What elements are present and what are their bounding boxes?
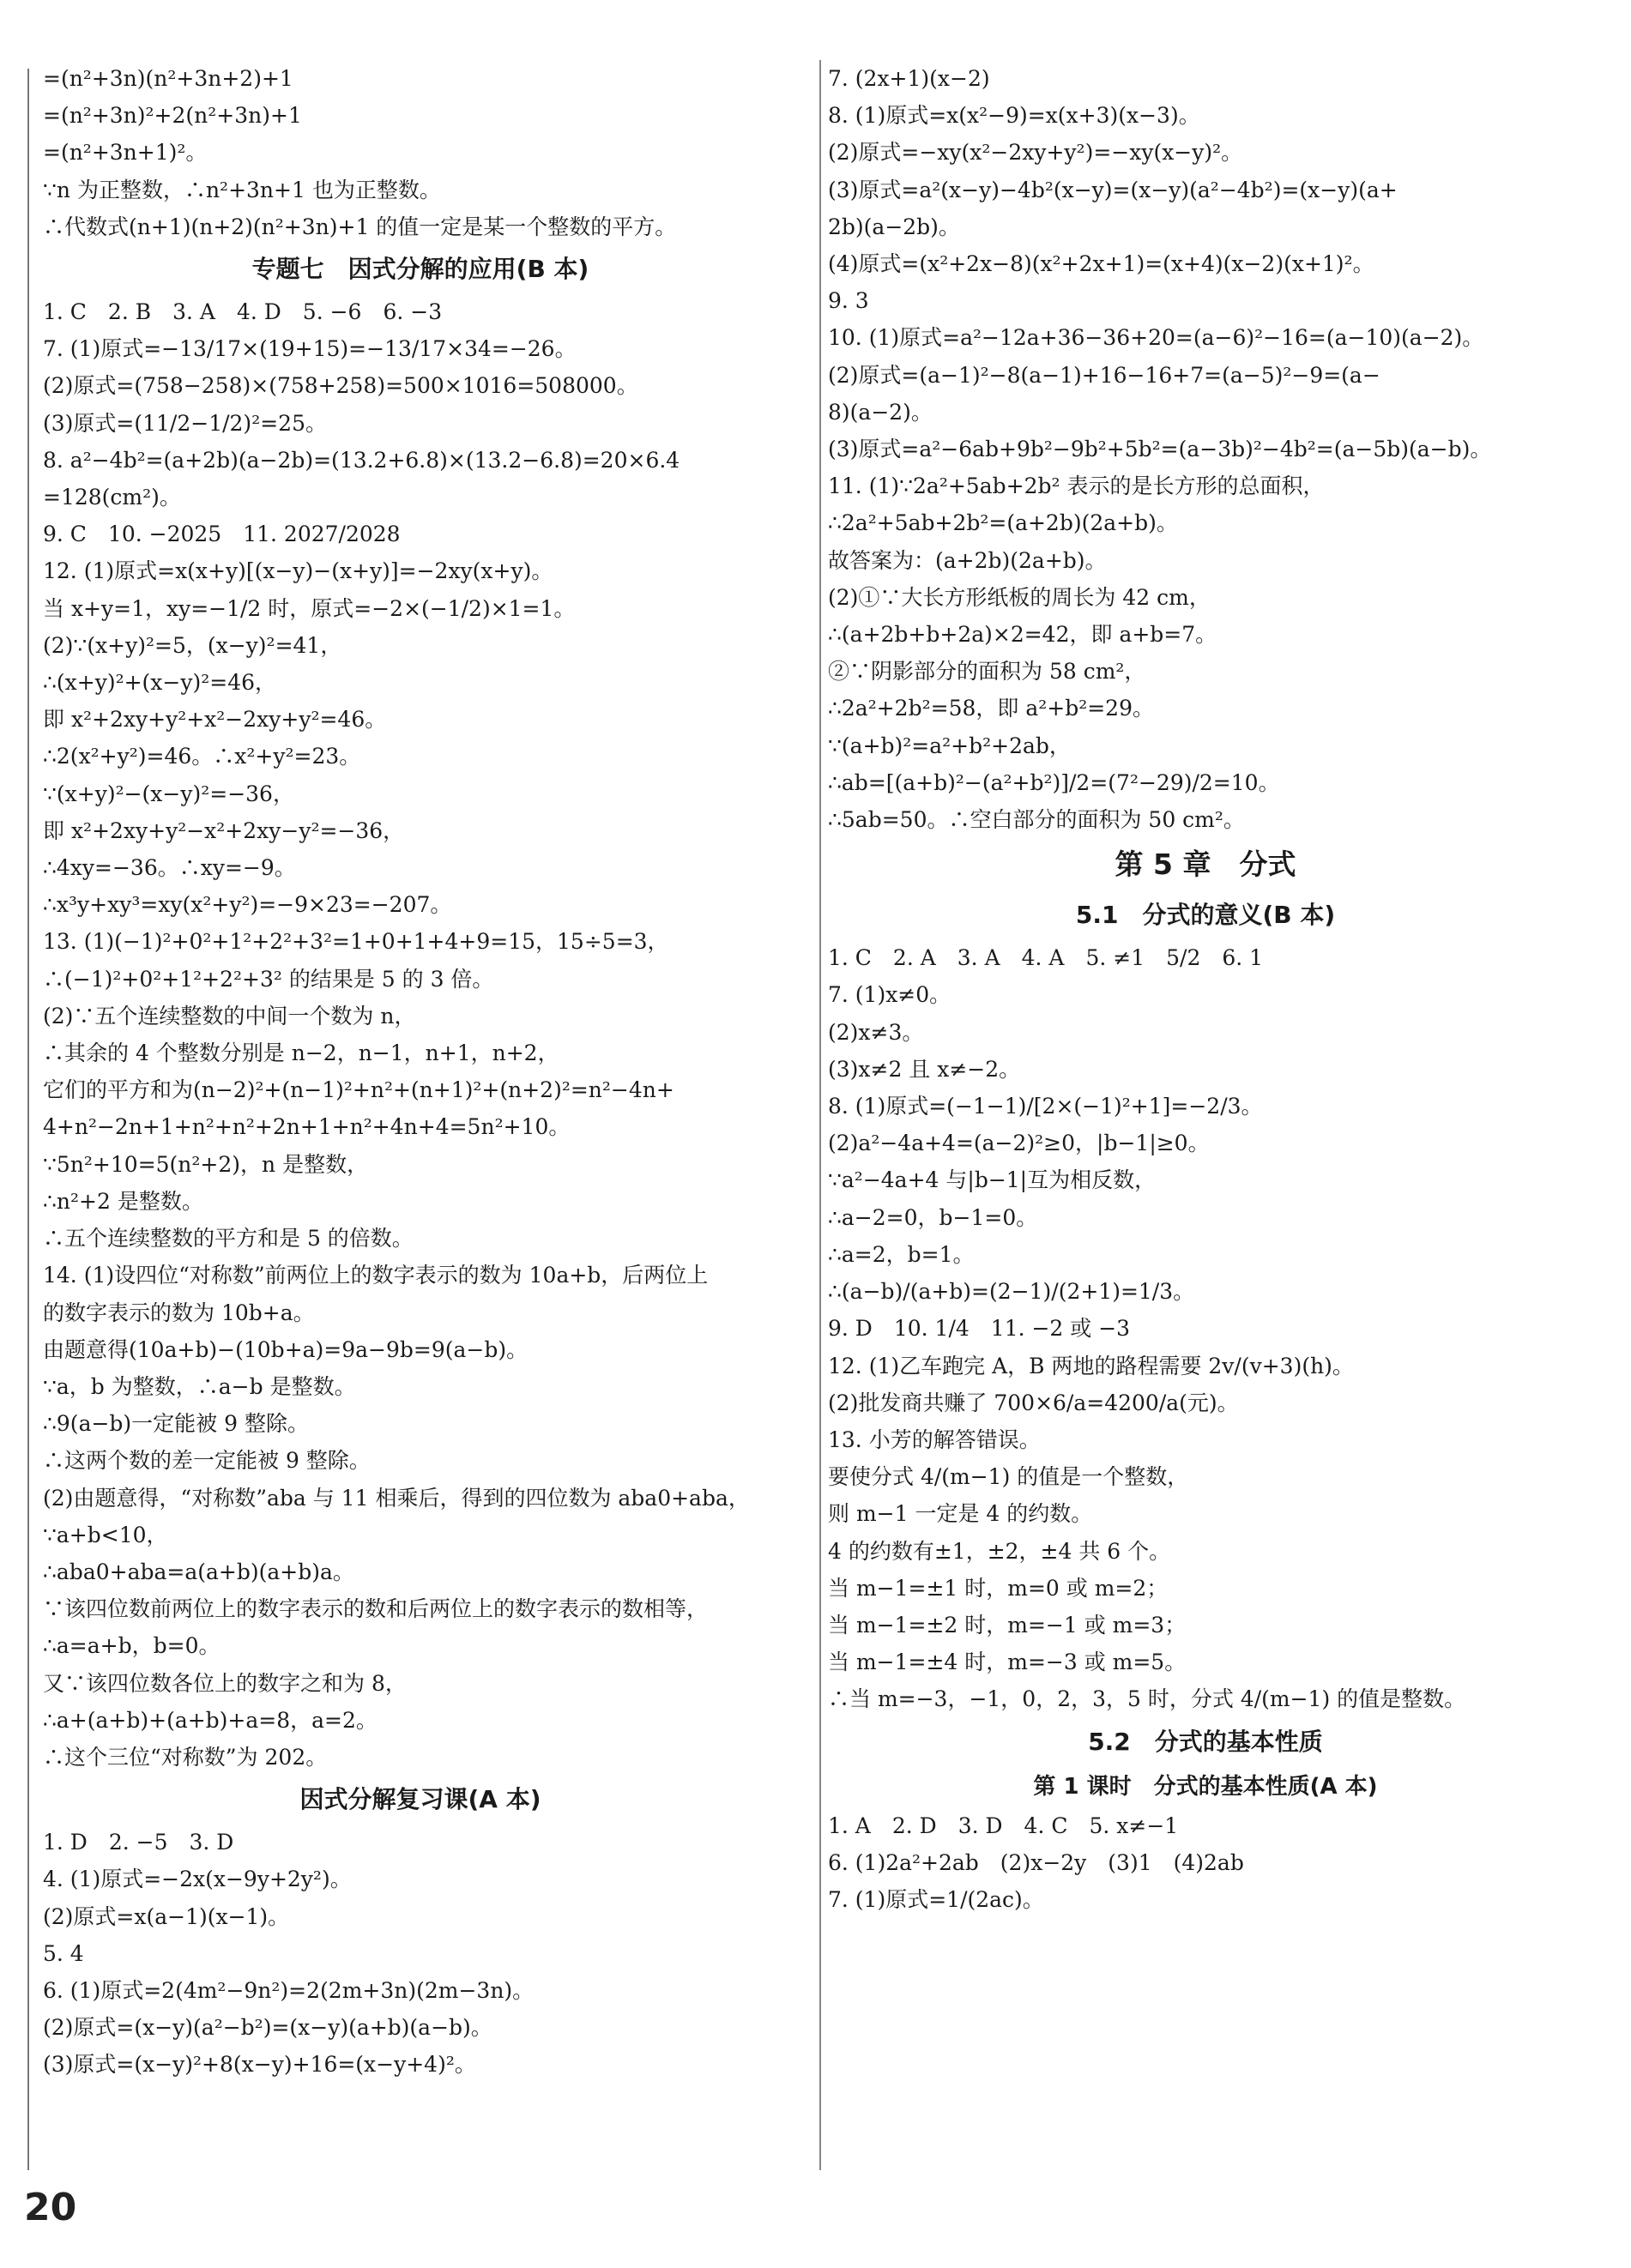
- answer-line: (2)x≠3。: [828, 1019, 924, 1045]
- answer-line: 即 x²+2xy+y²−x²+2xy−y²=−36，: [43, 817, 405, 843]
- answer-line: 14. (1)设四位“对称数”前两位上的数字表示的数为 10a+b，后两位上: [43, 1263, 709, 1288]
- answer-line: 当 m−1=±1 时，m=0 或 m=2；: [828, 1575, 1169, 1601]
- answer-line: (4)原式=(x²+2x−8)(x²+2x+1)=(x+4)(x−2)(x+1)²。: [828, 251, 1374, 277]
- answer-line: 又∵该四位数各位上的数字之和为 8，: [43, 1670, 407, 1696]
- answer-line: 5. 4: [43, 1940, 84, 1966]
- section-heading: 因式分解复习课(A 本): [299, 1785, 541, 1814]
- answer-line: 的数字表示的数为 10b+a。: [43, 1300, 315, 1325]
- answer-line: ∵n 为正整数，∴n²+3n+1 也为正整数。: [43, 177, 441, 202]
- answer-line: 即 x²+2xy+y²+x²−2xy+y²=46。: [43, 707, 387, 733]
- page-number: 20: [24, 2186, 77, 2229]
- answer-line: 12. (1)原式=x(x+y)[(x−y)−(x+y)]=−2xy(x+y)。: [43, 558, 553, 584]
- answer-line: (2)∵五个连续整数的中间一个数为 n，: [43, 1003, 416, 1028]
- answer-line: =(n²+3n)(n²+3n+2)+1: [43, 66, 293, 91]
- answer-line: 11. (1)∵2a²+5ab+2b² 表示的是长方形的总面积，: [828, 474, 1325, 499]
- section-heading: 5.1 分式的意义(B 本): [1075, 901, 1336, 930]
- subsection-heading: 第 1 课时 分式的基本性质(A 本): [1033, 1773, 1378, 1800]
- answer-line: 8. a²−4b²=(a+2b)(a−2b)=(13.2+6.8)×(13.2−6.8)=20×6.4: [43, 447, 680, 473]
- answer-line: 7. (1)原式=1/(2ac)。: [828, 1886, 1044, 1912]
- chapter-heading: 第 5 章 分式: [1115, 847, 1296, 882]
- answer-line: (3)原式=a²−6ab+9b²−9b²+5b²=(a−3b)²−4b²=(a−5b)(a−b)。: [828, 437, 1492, 462]
- answer-line: (2)原式=(758−258)×(758+258)=500×1016=508000。: [43, 373, 638, 399]
- answer-line: (2)a²−4a+4=(a−2)²≥0，|b−1|≥0。: [828, 1131, 1210, 1156]
- answer-line: 由题意得(10a+b)−(10b+a)=9a−9b=9(a−b)。: [43, 1336, 529, 1362]
- answer-line: ∴5ab=50。∴空白部分的面积为 50 cm²。: [828, 807, 1245, 833]
- answer-line: ∴a=a+b，b=0。: [43, 1633, 220, 1659]
- answer-line: (2)原式=(a−1)²−8(a−1)+16−16+7=(a−5)²−9=(a−: [828, 362, 1380, 388]
- answer-line: ∴(x+y)²+(x−y)²=46，: [43, 670, 277, 696]
- answer-line: 它们的平方和为(n−2)²+(n−1)²+n²+(n+1)²+(n+2)²=n²−4n+: [43, 1077, 674, 1103]
- answer-line: 12. (1)乙车跑完 A，B 两地的路程需要 2v/(v+3)(h)。: [828, 1353, 1354, 1378]
- answer-line: =(n²+3n+1)²。: [43, 140, 208, 166]
- answer-line: ∵(x+y)²−(x−y)²=−36，: [43, 781, 294, 806]
- answer-line: ∵(a+b)²=a²+b²+2ab，: [828, 733, 1071, 758]
- answer-line: ∴a−2=0，b−1=0。: [828, 1204, 1038, 1230]
- answer-line: 9. D 10. 1/4 11. −2 或 −3: [828, 1316, 1131, 1342]
- column-divider: [819, 60, 821, 2170]
- answer-line: 9. 3: [828, 288, 869, 314]
- answer-line: (3)原式=(11/2−1/2)²=25。: [43, 410, 327, 436]
- right-column: [828, 60, 1583, 1918]
- answer-line: 当 m−1=±4 时，m=−3 或 m=5。: [828, 1650, 1187, 1675]
- answer-line: ②∵阴影部分的面积为 58 cm²，: [828, 659, 1146, 685]
- answer-line: (2)原式=(x−y)(a²−b²)=(x−y)(a+b)(a−b)。: [43, 2015, 492, 2041]
- answer-line: 6. (1)2a²+2ab (2)x−2y (3)1 (4)2ab: [828, 1849, 1244, 1875]
- answer-line: 8. (1)原式=(−1−1)/[2×(−1)²+1]=−2/3。: [828, 1094, 1263, 1119]
- answer-line: ∴ab=[(a+b)²−(a²+b²)]/2=(7²−29)/2=10。: [828, 769, 1280, 795]
- answer-line: ∵5n²+10=5(n²+2)，n 是整数，: [43, 1151, 369, 1177]
- section-heading: 5.2 分式的基本性质: [1088, 1727, 1323, 1756]
- answer-line: (2)∵(x+y)²=5，(x−y)²=41，: [43, 632, 342, 658]
- answer-line: =128(cm²)。: [43, 485, 181, 510]
- answer-line: (3)原式=a²(x−y)−4b²(x−y)=(x−y)(a²−4b²)=(x−y)(a+: [828, 177, 1398, 202]
- answer-line: 13. 小芳的解答错误。: [828, 1427, 1041, 1452]
- answer-line: ∴(a+2b+b+2a)×2=42，即 a+b=7。: [828, 622, 1217, 648]
- answer-line: ∵a²−4a+4 与|b−1|互为相反数，: [828, 1167, 1157, 1193]
- answer-line: ∵该四位数前两位上的数字表示的数和后两位上的数字表示的数相等，: [43, 1596, 709, 1622]
- answer-line: 1. A 2. D 3. D 4. C 5. x≠−1: [828, 1813, 1179, 1838]
- answer-line: (2)批发商共赚了 700×6/a=4200/a(元)。: [828, 1390, 1239, 1415]
- answer-line: ∴2a²+5ab+2b²=(a+2b)(2a+b)。: [828, 510, 1178, 536]
- answer-line: 当 x+y=1，xy=−1/2 时，原式=−2×(−1/2)×1=1。: [43, 595, 576, 621]
- answer-line: ∴n²+2 是整数。: [43, 1188, 203, 1214]
- answer-line: ∴aba0+aba=a(a+b)(a+b)a。: [43, 1559, 354, 1584]
- answer-line: ∴这两个数的差一定能被 9 整除。: [43, 1448, 371, 1474]
- answer-line: ∴五个连续整数的平方和是 5 的倍数。: [43, 1226, 414, 1252]
- answer-line: (2)由题意得，“对称数”aba 与 11 相乘后，得到的四位数为 aba0+aba，: [43, 1485, 750, 1511]
- answer-line: 6. (1)原式=2(4m²−9n²)=2(2m+3n)(2m−3n)。: [43, 1977, 535, 2003]
- answer-line: (3)x≠2 且 x≠−2。: [828, 1056, 1021, 1082]
- answer-line: 10. (1)原式=a²−12a+36−36+20=(a−6)²−16=(a−10)(a−2)。: [828, 325, 1484, 351]
- answer-line: ∴a+(a+b)+(a+b)+a=8，a=2。: [43, 1707, 378, 1733]
- answer-line: 要使分式 4/(m−1) 的值是一个整数，: [828, 1464, 1189, 1490]
- margin-rule: [27, 69, 29, 2170]
- answer-line: ∴4xy=−36。∴xy=−9。: [43, 855, 296, 881]
- answer-line: =(n²+3n)²+2(n²+3n)+1: [43, 103, 302, 129]
- answer-line: ∴(−1)²+0²+1²+2²+3² 的结果是 5 的 3 倍。: [43, 966, 494, 992]
- answer-line: ∴9(a−b)一定能被 9 整除。: [43, 1411, 309, 1437]
- answer-line: 1. D 2. −5 3. D: [43, 1830, 234, 1855]
- section-heading: 专题七 因式分解的应用(B 本): [251, 255, 589, 284]
- answer-line: 当 m−1=±2 时，m=−1 或 m=3；: [828, 1612, 1187, 1638]
- answer-line: 7. (1)原式=−13/17×(19+15)=−13/17×34=−26。: [43, 336, 577, 362]
- answer-line: ∴这个三位“对称数”为 202。: [43, 1744, 328, 1770]
- answer-line: ∴(a−b)/(a+b)=(2−1)/(2+1)=1/3。: [828, 1279, 1195, 1305]
- answer-line: 7. (1)x≠0。: [828, 982, 951, 1008]
- answer-line: (2)原式=−xy(x²−2xy+y²)=−xy(x−y)²。: [828, 140, 1243, 166]
- answer-line: ∴代数式(n+1)(n+2)(n²+3n)+1 的值一定是某一个整数的平方。: [43, 214, 677, 239]
- left-column: [43, 60, 798, 2084]
- answer-line: 4 的约数有±1，±2，±4 共 6 个。: [828, 1538, 1171, 1564]
- answer-line: 则 m−1 一定是 4 的约数。: [828, 1501, 1093, 1527]
- answer-line: 8)(a−2)。: [828, 399, 933, 425]
- answer-line: 9. C 10. −2025 11. 2027/2028: [43, 522, 401, 547]
- answer-line: ∴当 m=−3，−1，0，2，3，5 时，分式 4/(m−1) 的值是整数。: [828, 1686, 1466, 1712]
- answer-line: ∴a=2，b=1。: [828, 1241, 975, 1267]
- answer-line: (3)原式=(x−y)²+8(x−y)+16=(x−y+4)²。: [43, 2052, 476, 2078]
- answer-line: ∵a，b 为整数，∴a−b 是整数。: [43, 1373, 356, 1399]
- answer-line: 4+n²−2n+1+n²+n²+2n+1+n²+4n+4=5n²+10。: [43, 1114, 571, 1140]
- answer-line: 故答案为：(a+2b)(2a+b)。: [828, 547, 1107, 573]
- answer-line: ∵a+b<10，: [43, 1522, 168, 1547]
- answer-line: 4. (1)原式=−2x(x−9y+2y²)。: [43, 1867, 352, 1892]
- answer-line: ∴x³y+xy³=xy(x²+y²)=−9×23=−207。: [43, 892, 452, 918]
- answer-line: 8. (1)原式=x(x²−9)=x(x+3)(x−3)。: [828, 103, 1200, 129]
- answer-line: 13. (1)(−1)²+0²+1²+2²+3²=1+0+1+4+9=15，15÷5=3，: [43, 929, 669, 955]
- answer-line: (2)①∵大长方形纸板的周长为 42 cm，: [828, 584, 1211, 610]
- answer-line: 7. (2x+1)(x−2): [828, 66, 990, 91]
- answer-line: 2b)(a−2b)。: [828, 214, 960, 239]
- answer-line: 1. C 2. B 3. A 4. D 5. −6 6. −3: [43, 299, 443, 325]
- answer-line: ∴2(x²+y²)=46。∴x²+y²=23。: [43, 744, 361, 769]
- answer-line: ∴其余的 4 个整数分别是 n−2，n−1，n+1，n+2，: [43, 1041, 559, 1066]
- answer-line: (2)原式=x(a−1)(x−1)。: [43, 1903, 290, 1929]
- answer-line: 1. C 2. A 3. A 4. A 5. ≠1 5/2 6. 1: [828, 945, 1264, 971]
- answer-line: ∴2a²+2b²=58，即 a²+b²=29。: [828, 696, 1154, 721]
